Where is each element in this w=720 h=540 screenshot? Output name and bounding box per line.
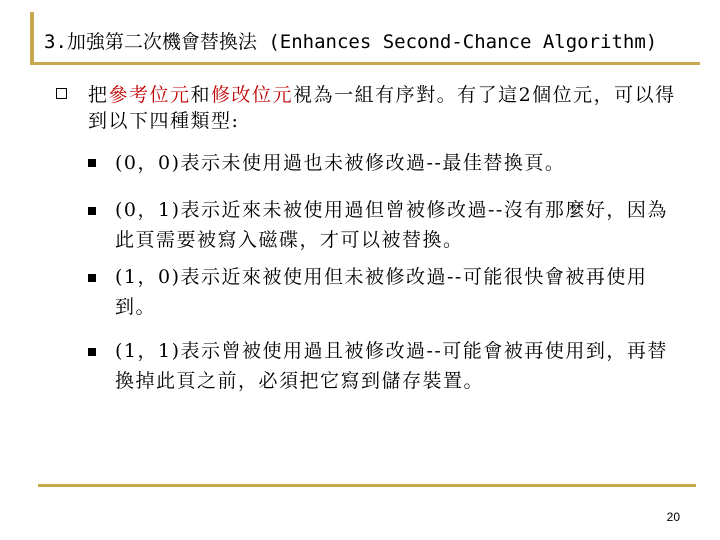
intro-part1: 把 xyxy=(88,84,109,106)
page-number: 20 xyxy=(666,510,680,524)
frame-bottom-rule xyxy=(38,484,696,487)
case-pair: (1，0) xyxy=(115,266,181,288)
case-item xyxy=(115,195,685,255)
intro-part2: 和 xyxy=(190,84,212,106)
intro-part3: 視為一組有序對。有了這2個位元，可以得到以下四種類型: xyxy=(88,84,676,132)
case-item xyxy=(115,148,685,178)
case-item xyxy=(115,262,685,322)
case-item xyxy=(115,336,685,396)
frame-vertical-line xyxy=(30,12,34,62)
case-pair: (0，0) xyxy=(115,152,181,174)
square-bullet-icon xyxy=(88,348,96,356)
hollow-square-bullet-icon xyxy=(56,88,67,99)
case-pair: (1，1) xyxy=(115,340,181,362)
case-description: 表示近來未被使用過但曾被修改過--沒有那麼好，因為此頁需要被寫入磁碟，才可以被替換。 xyxy=(115,199,668,251)
case-description: 表示曾被使用過且被修改過--可能會被再使用到，再替換掉此頁之前，必須把它寫到儲存裝置。 xyxy=(115,340,668,392)
square-bullet-icon xyxy=(88,207,96,215)
square-bullet-icon xyxy=(88,159,96,167)
case-description: 表示未使用過也未被修改過--最佳替換頁。 xyxy=(180,152,566,174)
case-description: 表示近來被使用但未被修改過--可能很快會被再使用到。 xyxy=(115,266,648,318)
case-pair: (0，1) xyxy=(115,199,181,221)
reference-bit-term: 參考位元 xyxy=(108,84,191,106)
slide-title: 3.加強第二次機會替換法 (Enhances Second-Chance Algorithm) xyxy=(44,31,658,53)
frame-top-rule xyxy=(30,62,700,65)
square-bullet-icon xyxy=(88,274,96,282)
intro-paragraph xyxy=(88,82,678,134)
modify-bit-term: 修改位元 xyxy=(211,84,294,106)
